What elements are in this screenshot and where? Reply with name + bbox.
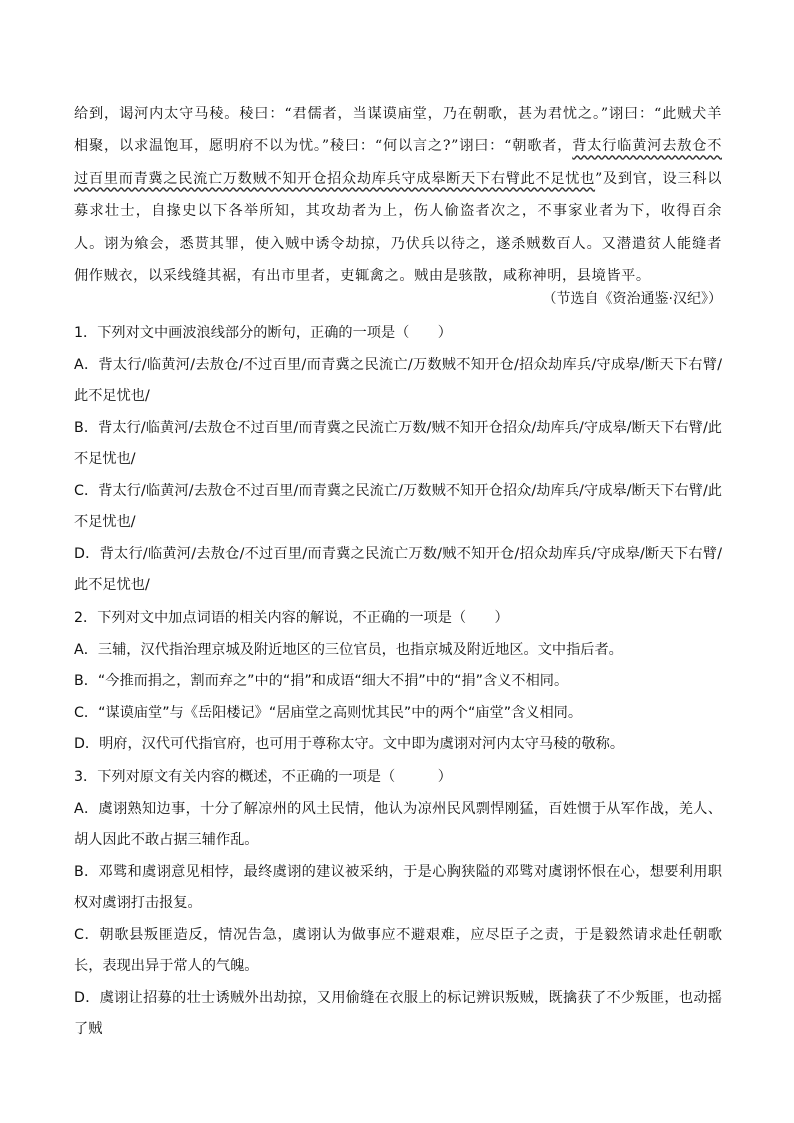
option-d: D．虞诩让招募的壮士诱贼外出劫掠，又用偷缝在衣服上的标记辨识叛贼，既擒获了不少叛匪，也动摇了贼 [74, 989, 722, 1037]
option-d: D．背太行/临黄河/去敖仓/不过百里/而青冀之民流亡万数/贼不知开仓/招众劫库兵/守成皋/断天下右臂/此不足忧也/ [74, 545, 722, 593]
question-3 [74, 762, 722, 1046]
question-1 [74, 318, 722, 602]
classical-passage [74, 98, 722, 292]
option-b: B．“今推而捐之，割而弃之”中的“捐”和成语“细大不捐”中的“捐”含义不相同。 [74, 673, 569, 689]
option-c: C．“谋谟庙堂”与《岳阳楼记》“居庙堂之高则忧其民”中的两个“庙堂”含义相同。 [74, 704, 583, 721]
option-d: D．明府，汉代可代指官府，也可用于尊称太守。文中即为虞诩对河内太守马稜的敬称。 [74, 736, 625, 752]
passage-text-after: ”及到官，设三科以募求壮士，自掾史以下各举所知，其攻劫者为上，伤人偷盗者次之，不事家业者为下，收得百余人。诩为飨会，悉贳其罪，使入贼中诱令劫掠，乃伏兵以待之，遂杀贼数百人。又潜遣贫人能缝者佣作贼衣，以采线缝其裾，有出市里者，吏辄禽之。贼由是骇散，咸称神明，县境皆平。 [74, 170, 722, 285]
option-a: A．三辅，汉代指治理京城及附近地区的三位官员，也指京城及附近地区。文中指后者。 [74, 641, 623, 658]
question-stem: 3．下列对原文有关内容的概述，不正确的一项是（ ） [74, 769, 452, 785]
option-b: B．背太行/临黄河/去敖仓不过百里/而青冀之民流亡万数/贼不知开仓招众/劫库兵/守成皋/断天下右臂/此不足忧也/ [74, 419, 722, 467]
passage-text-before: 给到，谒河内太守马稜。稜曰：“君儒者，当谋谟庙堂，乃在朝歌，甚为君忧之。”诩曰：“此贼犬羊相聚，以求温饱耳，愿明府不以为忧。”稜曰：“何以言之?”诩曰：“朝歌者， [74, 106, 722, 155]
question-2 [74, 603, 722, 761]
option-b: B．邓骘和虞诩意见相悖，最终虞诩的建议被采纳，于是心胸狭隘的邓骘对虞诩怀恨在心，想要利用职权对虞诩打击报复。 [74, 863, 722, 911]
question-stem: 2．下列对文中加点词语的相关内容的解说，不正确的一项是（ ） [74, 610, 509, 626]
question-stem: 1．下列对文中画波浪线部分的断句，正确的一项是（ ） [74, 325, 452, 341]
passage-source: （节选自《资治通鉴·汉纪》） [542, 291, 722, 307]
option-a: A．虞诩熟知边事，十分了解凉州的风土民情，他认为凉州民风剽悍刚猛，百姓惯于从军作战，羌人、胡人因此不敢占据三辅作乱。 [74, 800, 722, 848]
wavy-underlined-sentence: 背太行临黄河去敖仓不过百里而青冀之民流亡万数贼不知开仓招众劫库兵守成皋断天下右臂此不足忧也 [74, 138, 722, 187]
option-c: C．背太行/临黄河/去敖仓不过百里/而青冀之民流亡/万数贼不知开仓招众/劫库兵/守成皋/断天下右臂/此不足忧也/ [74, 482, 722, 530]
option-a: A．背太行/临黄河/去敖仓/不过百里/而青冀之民流亡/万数贼不知开仓/招众劫库兵/守成皋/断天下右臂/此不足忧也/ [74, 356, 722, 404]
option-c: C．朝歌县叛匪造反，情况告急，虞诩认为做事应不避艰难，应尽臣子之责，于是毅然请求赴任朝歌长，表现出异于常人的气魄。 [74, 926, 722, 974]
